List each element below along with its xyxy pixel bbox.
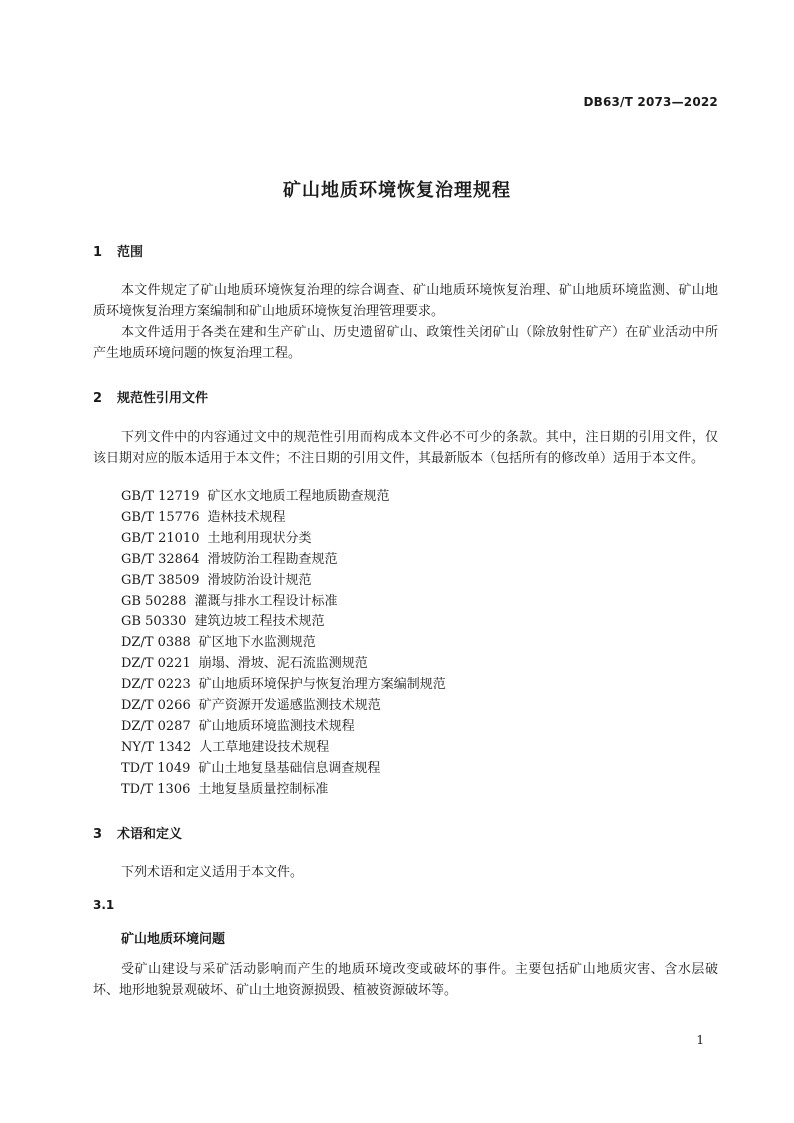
reference-code: DZ/T 0287: [121, 718, 191, 734]
section-title: 术语和定义: [117, 827, 183, 842]
reference-title: 滑坡防治工程勘查规范: [207, 551, 338, 567]
reference-item: [121, 487, 446, 508]
reference-title: 矿山地质环境监测技术规程: [198, 718, 355, 734]
reference-code: GB 50330: [121, 614, 187, 630]
scope-paragraph-1: 本文件规定了矿山地质环境恢复治理的综合调查、矿山地质环境恢复治理、矿山地质环境监测、矿山地质环境恢复治理方案编制和矿山地质环境恢复治理管理要求。: [93, 283, 718, 319]
section-title: 范围: [117, 245, 144, 260]
reference-code: DZ/T 0223: [121, 677, 191, 693]
reference-code: GB/T 32864: [121, 551, 200, 567]
reference-code: TD/T 1049: [121, 760, 191, 776]
document-title: 矿山地质环境恢复治理规程: [283, 180, 511, 201]
reference-title: 矿产资源开发遥感监测技术规范: [198, 698, 381, 714]
reference-title: 矿山地质环境保护与恢复治理方案编制规范: [198, 677, 446, 693]
section-title: 规范性引用文件: [117, 391, 209, 406]
reference-code: DZ/T 0221: [121, 656, 191, 672]
reference-list: [121, 487, 446, 801]
reference-item: [121, 508, 446, 529]
term-number: 3.1: [93, 898, 115, 912]
reference-code: TD/T 1306: [121, 781, 191, 797]
reference-title: 灌溉与排水工程设计标准: [194, 593, 338, 609]
reference-code: GB/T 15776: [121, 509, 200, 525]
reference-title: 滑坡防治设计规范: [207, 572, 312, 588]
section-3-heading: [93, 823, 182, 842]
reference-item: [121, 654, 446, 675]
reference-item: [121, 717, 446, 738]
reference-item: [121, 780, 446, 801]
reference-code: GB 50288: [121, 593, 187, 609]
reference-title: 矿区地下水监测规范: [198, 635, 316, 651]
reference-item: [121, 696, 446, 717]
section-1-heading: [93, 241, 143, 260]
reference-item: [121, 529, 446, 550]
reference-item: [121, 759, 446, 780]
reference-item: [121, 675, 446, 696]
reference-code: GB/T 21010: [121, 530, 200, 546]
standard-code: DB63/T 2073—2022: [583, 95, 718, 109]
reference-item: [121, 550, 446, 571]
reference-title: 人工草地建设技术规程: [199, 739, 330, 755]
section-number: 2: [93, 391, 103, 406]
reference-code: GB/T 38509: [121, 572, 200, 588]
reference-item: [121, 592, 446, 613]
section-2-heading: [93, 387, 208, 406]
reference-item: [121, 612, 446, 633]
scope-paragraph-2: 本文件适用于各类在建和生产矿山、历史遗留矿山、政策性关闭矿山（除放射性矿产）在矿业活动中所产生地质环境问题的恢复治理工程。: [93, 325, 718, 361]
section-number: 3: [93, 827, 103, 842]
reference-code: NY/T 1342: [121, 739, 192, 755]
page-number: 1: [696, 1033, 704, 1047]
section-number: 1: [93, 245, 103, 260]
reference-title: 崩塌、滑坡、泥石流监测规范: [198, 656, 368, 672]
reference-code: DZ/T 0388: [121, 635, 191, 651]
term-name: 矿山地质环境问题: [121, 932, 226, 947]
reference-code: DZ/T 0266: [121, 698, 191, 714]
reference-title: 造林技术规程: [207, 509, 286, 525]
term-definition: 受矿山建设与采矿活动影响而产生的地质环境改变或破坏的事件。主要包括矿山地质灾害、含水层破坏、地形地貌景观破坏、矿山土地资源损毁、植被资源破坏等。: [93, 962, 718, 998]
reference-title: 建筑边坡工程技术规范: [194, 614, 325, 630]
reference-title: 矿区水文地质工程地质勘查规范: [207, 489, 390, 504]
reference-code: GB/T 12719: [121, 489, 200, 504]
references-intro: 下列文件中的内容通过文中的规范性引用而构成本文件必不可少的条款。其中，注日期的引用文件，仅该日期对应的版本适用于本文件；不注日期的引用文件，其最新版本（包括所有的修改单）适用于本文件。: [93, 430, 718, 466]
terms-intro: 下列术语和定义适用于本文件。: [121, 865, 304, 880]
reference-item: [121, 738, 446, 759]
reference-title: 土地复垦质量控制标准: [198, 781, 329, 797]
reference-item: [121, 571, 446, 592]
reference-item: [121, 633, 446, 654]
reference-title: 土地利用现状分类: [207, 530, 312, 546]
reference-title: 矿山土地复垦基础信息调查规程: [198, 760, 381, 776]
